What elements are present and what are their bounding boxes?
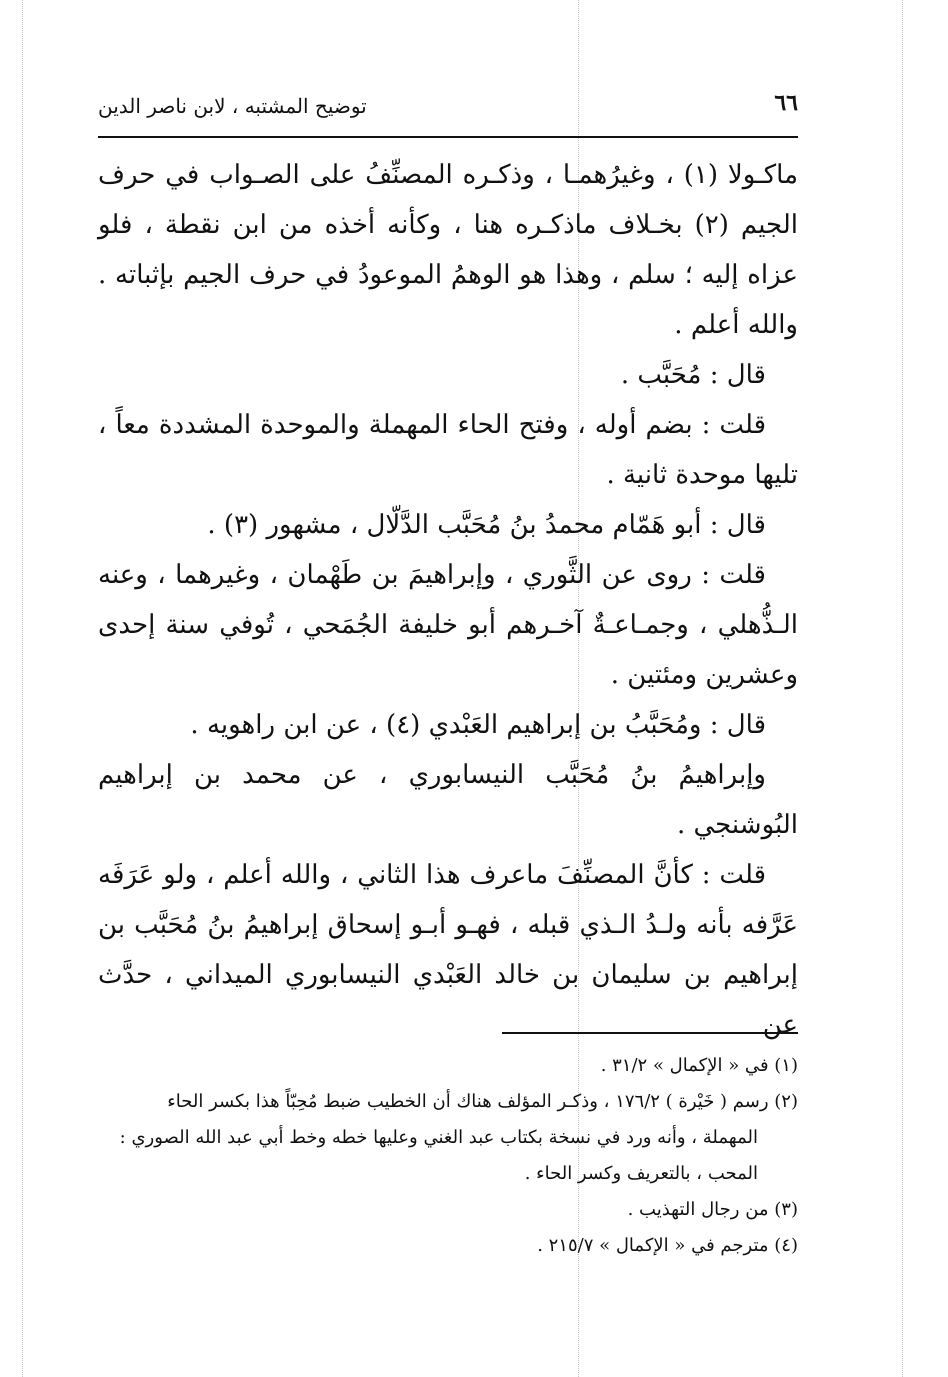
book-page <box>98 88 798 1288</box>
footnote: (١) في « الإكمال » ٣١/٢ . <box>600 1055 798 1076</box>
footnote: (٣) من رجال التهذيب . <box>627 1199 798 1220</box>
footnote: (٢) رسم ( خَيْرة ) ١٧٦/٢ ، وذكـر المؤلف هناك أن الخطيب ضبط مُحِبّاً هذا بكسر الحاء <box>167 1091 798 1112</box>
running-header <box>98 88 798 138</box>
paragraph: قلت : كأنَّ المصنِّفَ ماعرف هذا الثاني ، والله أعلم ، ولو عَرَفَه عَرَّفه بأنه ولـدُ الـذي قبله ، فهـو أبـو إسحاق إبراهيمُ بنُ مُحَبَّب بن إبراهيم بن سليمان بن خالد العَبْدي النيسابوري الميداني ، حدَّث عن <box>98 860 798 1040</box>
scan-guide-line <box>902 0 903 1377</box>
footnotes <box>98 1048 798 1264</box>
paragraph: قلت : روى عن الثَّوري ، وإبراهيمَ بن طَهْمان ، وغيرهما ، وعنه الـذُّهلي ، وجمـاعـةٌ آخـرهم أبو خليفة الجُمَحي ، تُوفي سنة إحدى وعشرين ومئتين . <box>98 560 798 690</box>
paragraph: وإبراهيمُ بنُ مُحَبَّب النيسابوري ، عن محمد بن إبراهيم البُوشنجي . <box>98 760 798 840</box>
footnote-separator <box>502 1032 798 1034</box>
running-title: توضيح المشتبه ، لابن ناصر الدين <box>98 94 367 118</box>
paragraph: قال : ومُحَبَّبُ بن إبراهيم العَبْدي (٤) ، عن ابن راهويه . <box>190 710 766 740</box>
footnote: (٤) مترجم في « الإكمال » ٢١٥/٧ . <box>537 1235 798 1256</box>
paragraph: قال : مُحَبَّب . <box>620 360 766 390</box>
scan-guide-line <box>22 0 23 1377</box>
footnote-continuation: المهملة ، وأنه ورد في نسخة بكتاب عبد الغني وعليها خطه وخط أبي عبد الله الصوري : <box>119 1127 758 1148</box>
footnote-continuation: المحب ، بالتعريف وكسر الحاء . <box>524 1163 758 1184</box>
paragraph: قلت : بضم أوله ، وفتح الحاء المهملة والموحدة المشددة معاً ، تليها موحدة ثانية . <box>98 410 798 490</box>
page-number: ٦٦ <box>774 90 798 116</box>
main-text <box>98 150 798 1050</box>
paragraph: ماكـولا (١) ، وغيرُهمـا ، وذكـره المصنِّفُ على الصـواب في حرف الجيم (٢) بخـلاف ماذكـره هنا ، وكأنه أخذه من ابن نقطة ، فلو عزاه إليه ؛ سلم ، وهذا هو الوهمُ الموعودُ في حرف الجيم بإثباته . والله أعلم . <box>98 160 799 340</box>
paragraph: قال : أبو هَمّام محمدُ بنُ مُحَبَّب الدَّلّال ، مشهور (٣) . <box>207 510 766 540</box>
